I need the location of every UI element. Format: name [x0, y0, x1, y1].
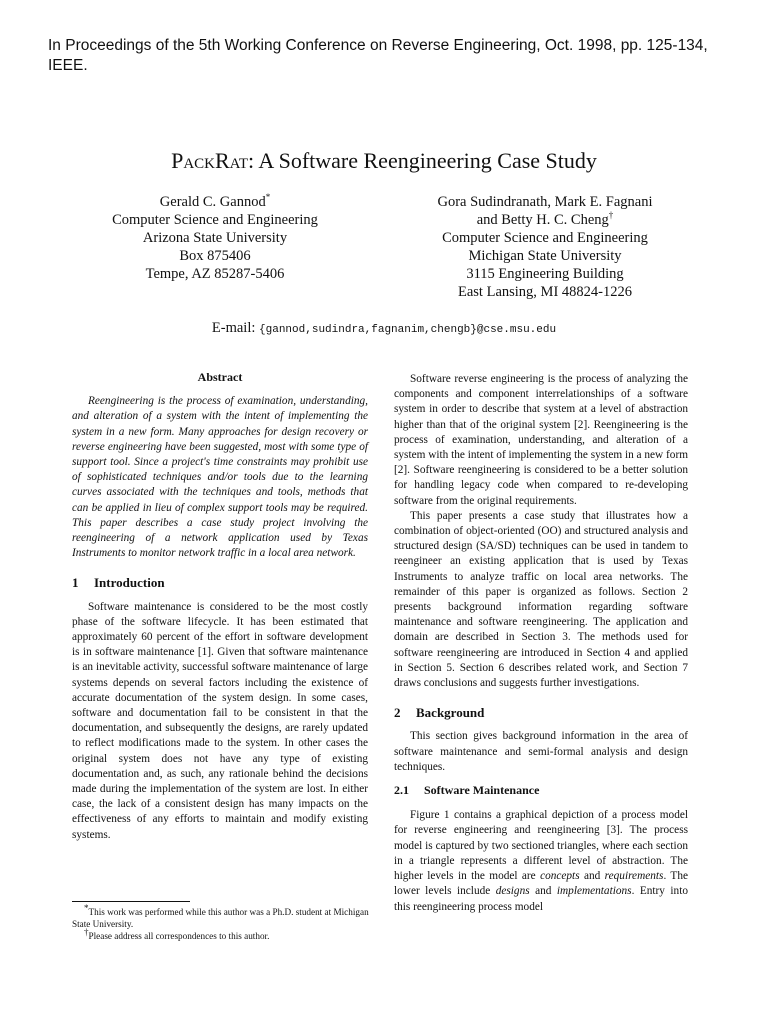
subsection-title: Software Maintenance	[424, 783, 540, 798]
intro-paragraph-case-study: This paper presents a case study that illustrates how a combination of object-oriented (OO) and structured analysis and structured design (SA/SD) techniques can be used in tandem to reengineer an existing application that is used by Texas Instruments to analyze traffic on local area networks. The remainder of this paper is organized as follows. Section 2 presents background information regarding software maintenance and software reengineering. The application and domain are described in Section 3. The methods used for software reengineering are introduced in Section 4 and applied in Section 5. Section 6 describes related work, and Section 7 draws conclusions and suggests further investigations.	[394, 509, 688, 690]
right-column	[394, 372, 688, 915]
email-line	[0, 320, 768, 337]
author-names-right-1: Gora Sudindranath, Mark E. Fagnani	[437, 194, 653, 210]
affiliation-line: Arizona State University	[142, 230, 288, 246]
footnote-mark: †	[608, 210, 614, 221]
title-rest: : A Software Reengineering Case Study	[248, 148, 597, 173]
left-column	[72, 370, 368, 843]
footnote-mark: *	[265, 192, 271, 203]
author-names-right-2: and Betty H. C. Cheng†	[476, 210, 614, 228]
author-name-left: Gerald C. Gannod*	[159, 192, 271, 210]
maintenance-paragraph: Figure 1 contains a graphical depiction of a process model for reverse engineering and reengineering [3]. The process model is captured by two sectioned triangles, where each section in a triangle represents a different level of abstraction. The higher levels in the model are concepts and requirements. The lower levels include designs and implementations. Entry into this reengineering process model	[394, 809, 688, 913]
email-label: E-mail:	[211, 320, 256, 336]
footnote-rule	[72, 901, 190, 902]
section-number: 1	[72, 575, 79, 591]
footnote-2: †Please address all correspondences to this author.	[84, 926, 270, 941]
abstract-text: Reengineering is the process of examination, understanding, and alteration of a system with the intent of implementing the system in a new form. Many approaches for design recovery or reverse engineering have been suggested, most with some type of support tool. Since a project's time constraints may prohibit use of sophisticated techniques and/or tools due to the learning curves associated with the techniques and tools, methods that can be applied in lieu of complex support tools may be required. This paper describes a case study project involving the reengineering of a network application used by Texas Instruments to monitor network traffic in a local area network.	[72, 395, 368, 560]
section-title: Background	[416, 705, 485, 721]
subsection-heading-software-maintenance	[394, 783, 688, 798]
section-heading-background	[394, 705, 688, 720]
section-title: Introduction	[94, 575, 165, 591]
affiliation-line: Computer Science and Engineering	[442, 230, 648, 246]
footnote-1: *This work was performed while this author was a Ph.D. student at Michigan State University.	[72, 902, 369, 929]
affiliation-line: East Lansing, MI 48824-1226	[458, 284, 632, 300]
abstract-heading: Abstract	[197, 370, 243, 384]
author-block-left	[80, 193, 350, 283]
affiliation-line: Computer Science and Engineering	[112, 212, 318, 228]
paper-title	[0, 148, 768, 174]
section-number: 2	[394, 705, 401, 721]
introduction-paragraph: Software maintenance is considered to be the most costly phase of the software lifecycle. It has been estimated that approximately 60 percent of the effort in software development is in software maintenance [1]. Given that software maintenance is an inevitable activity, successful software maintenance of large systems depends on several factors including the existence of accurate documentation of the system design. In some cases, software and documentation fail to be consistent in that the documentation, and subsequently the designs, are rarely updated to reflect modifications made to the system. In other cases the original system does not have any type of existing documentation and, as such, any rationale behind the decisions made during the implementation of the system are lost. In either case, the lack of a consistent design has many impacts on the effectiveness of any efforts to maintain and modify existing systems.	[72, 600, 368, 841]
subsection-number: 2.1	[394, 783, 409, 798]
title-system-name: PackRat	[171, 148, 249, 173]
section-heading-introduction	[72, 575, 368, 590]
affiliation-line: Michigan State University	[468, 248, 622, 264]
affiliation-line: Tempe, AZ 85287-5406	[145, 266, 285, 282]
intro-paragraph-reverse-engineering: Software reverse engineering is the process of analyzing the components and component interrelationships of a software system in order to describe that system at a level of abstraction higher than that of the original system [2]. Reengineering is the process of examination, understanding, and alteration of a system with the intent of implementing the system in a new form [2]. Software reengineering is considered to be a better solution for handling legacy code when compared to re-developing software from the original requirements.	[394, 373, 688, 507]
background-paragraph: This section gives background information in the area of software maintenance and semi-formal analysis and design techniques.	[394, 730, 688, 773]
publication-note: In Proceedings of the 5th Working Conference on Reverse Engineering, Oct. 1998, pp. 125-134, IEEE.	[48, 37, 708, 74]
affiliation-line: Box 875406	[179, 248, 251, 264]
affiliation-line: 3115 Engineering Building	[466, 266, 624, 282]
footnotes	[72, 902, 372, 942]
email-address: {gannod,sudindra,fagnanim,chengb}@cse.msu.edu	[259, 324, 557, 336]
author-block-right	[400, 193, 690, 301]
